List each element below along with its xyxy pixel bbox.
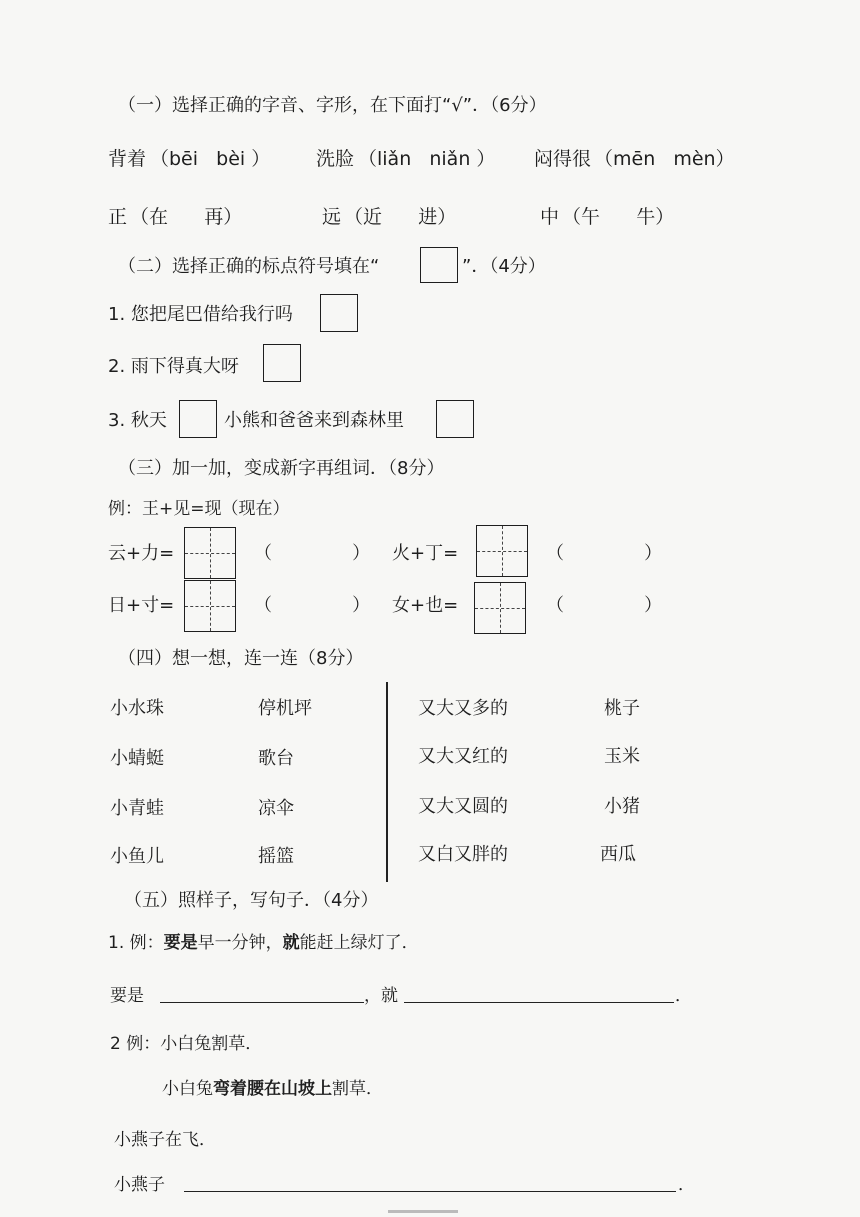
section5-title: （五）照样子，写句子．（4分） (124, 890, 379, 911)
s5-ex1-post: 能赶上绿灯了． (299, 933, 419, 953)
s5-example1 (108, 932, 419, 954)
match-left-a-3[interactable]: 小青蛙 (110, 798, 164, 819)
s3-paren4[interactable]: （ ） (546, 595, 663, 616)
section4-title: （四）想一想，连一连（8分） (118, 648, 364, 669)
column-divider (386, 682, 388, 882)
s1-r1-opt2: （liǎn niǎn ） (358, 148, 496, 170)
s3-expr3: 日+寸= (108, 595, 175, 616)
section2-title-pre: （二）选择正确的标点符号填在“ (118, 256, 380, 277)
tian-grid-2[interactable] (476, 525, 528, 577)
s5-ex2-post: 割草． (332, 1079, 383, 1099)
s5-ex2-pre: 小白兔 (162, 1079, 213, 1099)
match-right-b-3[interactable]: 小猪 (604, 796, 640, 817)
match-left-a-4[interactable]: 小鱼儿 (110, 846, 164, 867)
match-left-b-2[interactable]: 歌台 (258, 748, 294, 769)
s1-r2-word3: 中 (540, 206, 560, 228)
match-right-a-1[interactable]: 又大又多的 (418, 698, 508, 719)
s3-paren1[interactable]: （ ） (254, 543, 371, 564)
s5-example2-title: 2 例：小白兔割草． (110, 1034, 263, 1054)
s1-r1-word1: 背着 (108, 148, 147, 170)
s1-r2-opt3: （午 牛） (562, 206, 675, 228)
s2-item3a: 3. 秋天 (108, 410, 167, 431)
match-left-b-1[interactable]: 停机坪 (258, 698, 312, 719)
match-right-b-1[interactable]: 桃子 (604, 698, 640, 719)
match-left-b-3[interactable]: 凉伞 (258, 798, 294, 819)
match-left-b-4[interactable]: 摇篮 (258, 846, 294, 867)
tian-grid-1[interactable] (184, 527, 236, 579)
s5-q2: 小燕子在飞． (114, 1130, 216, 1150)
match-right-a-2[interactable]: 又大又红的 (418, 746, 508, 767)
answer-line-1a[interactable] (160, 1002, 364, 1003)
s3-expr1: 云+力= (108, 543, 175, 564)
s1-r2-word1: 正 (108, 206, 128, 228)
match-left-a-2[interactable]: 小蜻蜓 (110, 748, 164, 769)
s5-ex2-bold: 弯着腰在山坡上 (213, 1079, 332, 1099)
s5-ex1-bold2: 就 (282, 933, 300, 953)
s1-r1-word3: 闷得很 (534, 148, 592, 170)
answer-box-3[interactable] (179, 400, 217, 438)
s1-r2-opt1: （在 再） (130, 206, 243, 228)
answer-line-2[interactable] (184, 1191, 676, 1192)
match-right-a-4[interactable]: 又白又胖的 (418, 844, 508, 865)
match-left-a-1[interactable]: 小水珠 (110, 698, 164, 719)
match-right-b-2[interactable]: 玉米 (604, 746, 640, 767)
section1-title: （一）选择正确的字音、字形，在下面打“√”．（6分） (118, 95, 547, 116)
answer-line-1b[interactable] (404, 1002, 674, 1003)
s5-fill1-a: 要是 (110, 986, 144, 1006)
answer-box-1[interactable] (320, 294, 358, 332)
s1-r1-word2: 洗脸 (316, 148, 355, 170)
section3-example: 例：王+见=现（现在） (108, 499, 290, 519)
answer-box-4[interactable] (436, 400, 474, 438)
s3-expr4: 女+也= (392, 595, 459, 616)
s3-paren2[interactable]: （ ） (546, 543, 663, 564)
s1-r1-opt1: （bēi bèi ） (150, 148, 271, 170)
punctuation-box-sample (420, 247, 458, 283)
s5-ex1-bold1: 要是 (163, 933, 198, 953)
s5-fill1-end: ． (675, 986, 692, 1006)
tian-grid-3[interactable] (184, 580, 236, 632)
s5-fill2-end: ． (678, 1175, 695, 1195)
s5-ex1-mid: 早一分钟， (197, 933, 283, 953)
section2-title-post: ”．（4分） (462, 256, 546, 277)
tian-grid-4[interactable] (474, 582, 526, 634)
s2-item3b: 小熊和爸爸来到森林里 (224, 410, 404, 431)
section3-title: （三）加一加，变成新字再组词．（8分） (118, 458, 445, 479)
s5-fill2: 小燕子 (114, 1175, 165, 1195)
s1-r2-word2: 远 (322, 206, 342, 228)
match-right-a-3[interactable]: 又大又圆的 (418, 796, 508, 817)
match-right-b-4[interactable]: 西瓜 (600, 844, 636, 865)
s1-r1-opt3: （mēn mèn） (594, 148, 735, 170)
s5-example2-sentence (162, 1078, 383, 1100)
s5-fill1-b: ，就 (364, 986, 398, 1006)
s1-r2-opt2: （近 进） (344, 206, 457, 228)
s3-paren3[interactable]: （ ） (254, 595, 371, 616)
s5-ex1-pre: 1. 例： (108, 933, 164, 953)
page-bottom-mark (388, 1210, 458, 1213)
s2-item2: 2. 雨下得真大呀 (108, 356, 239, 377)
s3-expr2: 火+丁= (392, 543, 459, 564)
s2-item1: 1. 您把尾巴借给我行吗 (108, 304, 293, 325)
answer-box-2[interactable] (263, 344, 301, 382)
